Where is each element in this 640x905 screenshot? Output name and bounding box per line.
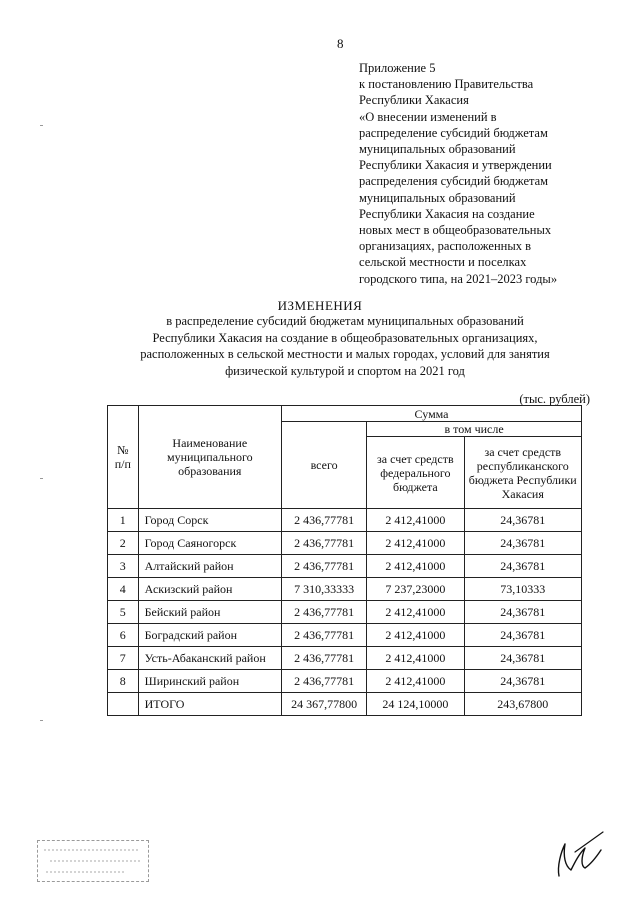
row-total: 2 436,77781	[282, 601, 367, 624]
row-num: 7	[108, 647, 139, 670]
scan-mark	[40, 478, 43, 479]
totals-row	[108, 693, 582, 716]
table-row	[108, 555, 582, 578]
appendix-line: Республики Хакасия на создание	[359, 206, 535, 221]
appendix-header	[359, 60, 609, 287]
row-total: 7 310,33333	[282, 578, 367, 601]
appendix-line: распределение субсидий бюджетам	[359, 125, 548, 140]
totals-federal: 24 124,10000	[367, 693, 464, 716]
row-total: 2 436,77781	[282, 624, 367, 647]
table-row	[108, 670, 582, 693]
row-num: 6	[108, 624, 139, 647]
faded-stamp	[37, 840, 149, 882]
document-title: ИЗМЕНЕНИЯ	[277, 298, 363, 313]
document-subtitle	[95, 313, 595, 379]
totals-num	[108, 693, 139, 716]
table-row	[108, 509, 582, 532]
row-name: Город Саяногорск	[138, 532, 281, 555]
row-republic: 73,10333	[464, 578, 581, 601]
row-federal: 7 237,23000	[367, 578, 464, 601]
row-republic: 24,36781	[464, 647, 581, 670]
appendix-line: муниципальных образований	[359, 190, 516, 205]
table-row	[108, 624, 582, 647]
header-total: всего	[282, 422, 367, 509]
row-name: Аскизский район	[138, 578, 281, 601]
row-name: Боградский район	[138, 624, 281, 647]
appendix-line: Приложение 5	[359, 61, 436, 75]
row-federal: 2 412,41000	[367, 647, 464, 670]
row-federal: 2 412,41000	[367, 509, 464, 532]
subtitle-line: в распределение субсидий бюджетам муниципальных образований	[166, 314, 524, 328]
row-federal: 2 412,41000	[367, 670, 464, 693]
appendix-line: новых мест в общеобразовательных	[359, 223, 552, 238]
header-including: в том числе	[367, 422, 582, 437]
row-republic: 24,36781	[464, 601, 581, 624]
row-republic: 24,36781	[464, 509, 581, 532]
subtitle-line: Республики Хакасия на создание в общеобразовательных организациях,	[152, 330, 538, 345]
row-num: 4	[108, 578, 139, 601]
row-republic: 24,36781	[464, 624, 581, 647]
row-num: 8	[108, 670, 139, 693]
header-federal: за счет средств федерального бюджета	[367, 437, 464, 509]
appendix-line: распределения субсидий бюджетам	[359, 174, 549, 189]
row-total: 2 436,77781	[282, 555, 367, 578]
table-row	[108, 532, 582, 555]
totals-name: ИТОГО	[138, 693, 281, 716]
appendix-line: муниципальных образований	[359, 142, 516, 157]
row-num: 2	[108, 532, 139, 555]
subtitle-line: физической культурой и спортом на 2021 год	[225, 363, 465, 378]
totals-republic: 243,67800	[464, 693, 581, 716]
row-federal: 2 412,41000	[367, 555, 464, 578]
appendix-line: к постановлению Правительства	[359, 77, 534, 92]
totals-total: 24 367,77800	[282, 693, 367, 716]
header-sum: Сумма	[282, 406, 582, 422]
appendix-line: Республики Хакасия и утверждении	[359, 158, 552, 173]
row-name: Алтайский район	[138, 555, 281, 578]
row-federal: 2 412,41000	[367, 601, 464, 624]
signature-icon	[545, 830, 605, 880]
row-num: 5	[108, 601, 139, 624]
row-total: 2 436,77781	[282, 532, 367, 555]
row-num: 3	[108, 555, 139, 578]
scan-mark	[40, 720, 43, 721]
table-row	[108, 601, 582, 624]
row-federal: 2 412,41000	[367, 624, 464, 647]
row-name: Ширинский район	[138, 670, 281, 693]
table-row	[108, 647, 582, 670]
header-name: Наименование муниципального образования	[138, 406, 281, 509]
row-republic: 24,36781	[464, 670, 581, 693]
row-name: Бейский район	[138, 601, 281, 624]
row-republic: 24,36781	[464, 555, 581, 578]
appendix-line: «О внесении изменений в	[359, 109, 497, 124]
appendix-line: сельской местности и поселках	[359, 255, 527, 270]
row-republic: 24,36781	[464, 532, 581, 555]
header-num: № п/п	[108, 406, 139, 509]
row-name: Город Сорск	[138, 509, 281, 532]
scan-mark	[40, 125, 43, 126]
table-row	[108, 578, 582, 601]
units-label: (тыс. рублей)	[519, 392, 590, 406]
row-total: 2 436,77781	[282, 509, 367, 532]
row-total: 2 436,77781	[282, 670, 367, 693]
row-federal: 2 412,41000	[367, 532, 464, 555]
appendix-line: Республики Хакасия	[359, 93, 469, 108]
header-republic: за счет средств республиканского бюджета Республики Хакасия	[464, 437, 581, 509]
page-number: 8	[337, 36, 344, 51]
appendix-line: городского типа, на 2021–2023 годы»	[359, 271, 558, 286]
row-num: 1	[108, 509, 139, 532]
stamp-scribble	[42, 843, 144, 879]
subtitle-line: расположенных в сельской местности и малых городах, условий для занятия	[140, 347, 550, 361]
appendix-line: организациях, расположенных в	[359, 239, 532, 254]
row-name: Усть-Абаканский район	[138, 647, 281, 670]
subsidies-table	[107, 405, 582, 716]
row-total: 2 436,77781	[282, 647, 367, 670]
